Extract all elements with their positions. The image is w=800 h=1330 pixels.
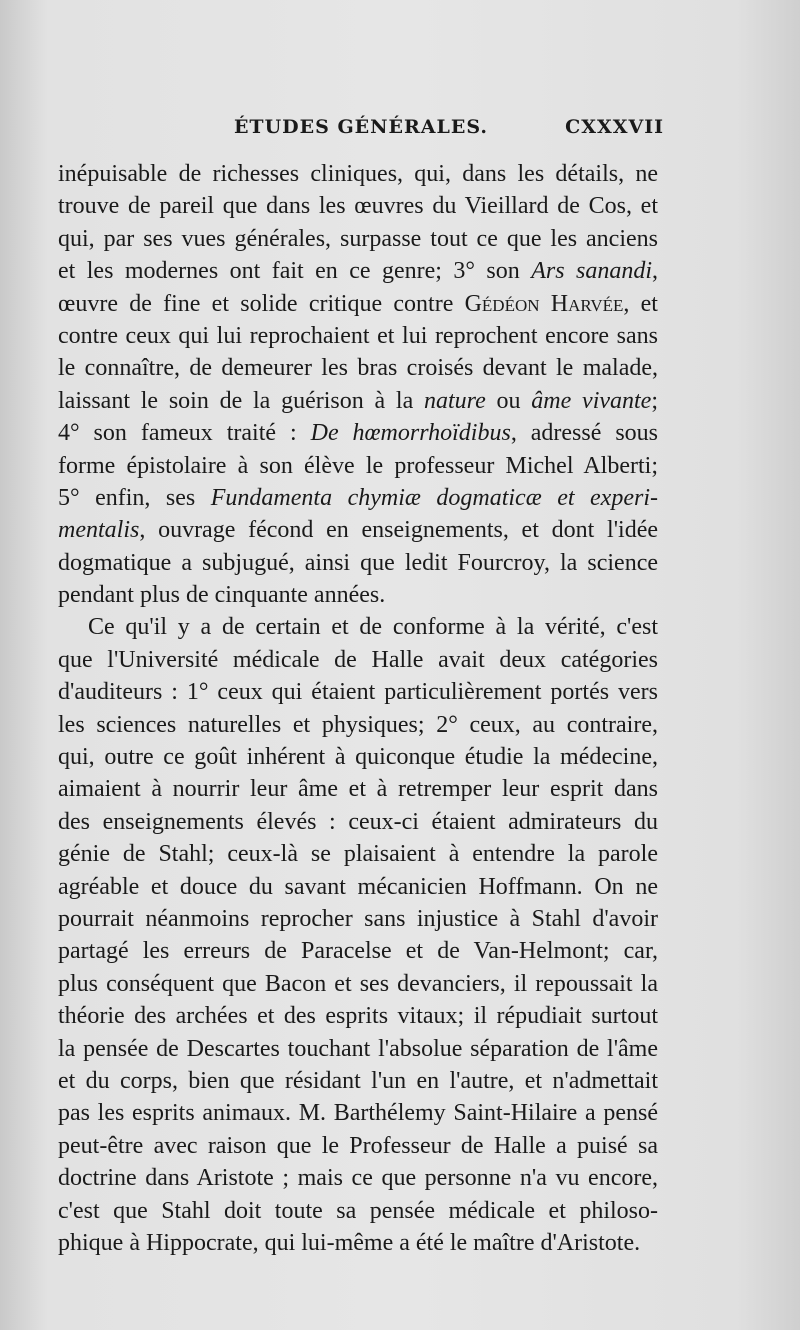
text-line	[58, 514, 658, 546]
text-line	[58, 288, 658, 320]
text-run: et les modernes ont fait en ce genre; 3° son	[58, 258, 532, 285]
text-line: des enseignements élevés : ceux-ci étaient admirateurs du	[58, 808, 658, 835]
text-line: le connaître, de demeurer les bras croisés devant le malade,	[58, 355, 658, 382]
text-line: aimaient à nourrir leur âme et à retremper leur esprit dans	[58, 776, 658, 803]
text-run: ou	[485, 387, 532, 414]
person-name: Gédéon Harvée	[464, 290, 624, 317]
work-title: Ars sanandi	[531, 258, 652, 285]
work-title: mentalis	[58, 517, 140, 544]
text-run: , ouvrage fécond en enseignements, et dont l'idée	[139, 517, 658, 544]
text-line: forme épistolaire à son élève le professeur Michel Alberti;	[58, 452, 658, 479]
emphasis: nature	[423, 387, 486, 414]
text-line: les sciences naturelles et physiques; 2° ceux, au contraire,	[58, 711, 658, 738]
text-line: doctrine dans Aristote ; mais ce que personne n'a vu encore,	[58, 1165, 658, 1192]
text-line: phique à Hippocrate, qui lui-même a été le maître d'Aristote.	[58, 1229, 641, 1256]
text-line: que l'Université médicale de Halle avait deux catégories	[58, 646, 658, 673]
text-line: qui, outre ce goût inhérent à quiconque étudie la médecine,	[58, 744, 658, 771]
text-line	[58, 417, 658, 449]
text-line: la pensée de Descartes touchant l'absolue séparation de l'âme	[58, 1035, 658, 1062]
text-run: 5° enfin, ses	[58, 484, 211, 511]
text-line: et du corps, bien que résidant l'un en l'autre, et n'admettait	[58, 1067, 658, 1094]
text-line: agréable et douce du savant mécanicien Hoffmann. On ne	[58, 873, 658, 900]
text-line	[58, 385, 658, 417]
work-title: Fundamenta chymiæ dogmaticæ et experi-	[210, 484, 658, 511]
text-run: , et	[623, 290, 658, 317]
emphasis: âme vivante	[531, 387, 652, 414]
text-line: qui, par ses vues générales, surpasse tout ce que les anciens	[58, 225, 658, 252]
text-line: peut-être avec raison que le Professeur de Halle a puisé sa	[58, 1132, 658, 1159]
text-line: génie de Stahl; ceux-là se plaisaient à entendre la parole	[58, 841, 658, 868]
text-line	[58, 482, 658, 514]
text-line: contre ceux qui lui reprochaient et lui reprochent encore sans	[58, 322, 658, 349]
page-number: CXXXVII	[565, 116, 664, 138]
text-run: œuvre de fine et solide critique contre	[58, 290, 465, 317]
text-run: , adressé sous	[510, 420, 659, 447]
text-line: pas les esprits animaux. M. Barthélemy Saint-Hilaire a pensé	[58, 1100, 658, 1127]
text-line: pourrait néanmoins reprocher sans injustice à Stahl d'avoir	[58, 905, 658, 932]
work-title: De hœmorrhoïdibus	[310, 420, 511, 447]
text-line: c'est que Stahl doit toute sa pensée médicale et philoso-	[58, 1197, 658, 1224]
running-head: ÉTUDES GÉNÉRALES.	[233, 116, 489, 138]
text-line: théorie des archées et des esprits vitaux; il répudiait surtout	[58, 1003, 658, 1030]
text-run: 4° son fameux traité :	[58, 420, 311, 447]
text-line: Ce qu'il y a de certain et de conforme à la vérité, c'est	[88, 614, 658, 641]
text-line: d'auditeurs : 1° ceux qui étaient particulièrement portés vers	[58, 679, 658, 706]
text-run: laissant le soin de la guérison à la	[58, 387, 424, 414]
text-line: partagé les erreurs de Paracelse et de Van-Helmont; car,	[58, 938, 658, 965]
text-line: pendant plus de cinquante années.	[58, 582, 386, 609]
text-run: ;	[651, 387, 659, 414]
text-line	[58, 255, 658, 287]
text-line: trouve de pareil que dans les œuvres du Vieillard de Cos, et	[58, 193, 658, 220]
text-run: ,	[652, 258, 658, 285]
text-line: inépuisable de richesses cliniques, qui, dans les détails, ne	[58, 161, 658, 187]
text-line: plus conséquent que Bacon et ses devanciers, il repoussait la	[58, 970, 658, 997]
body-text	[58, 158, 658, 1259]
text-line: dogmatique a subjugué, ainsi que ledit Fourcroy, la science	[58, 549, 658, 576]
